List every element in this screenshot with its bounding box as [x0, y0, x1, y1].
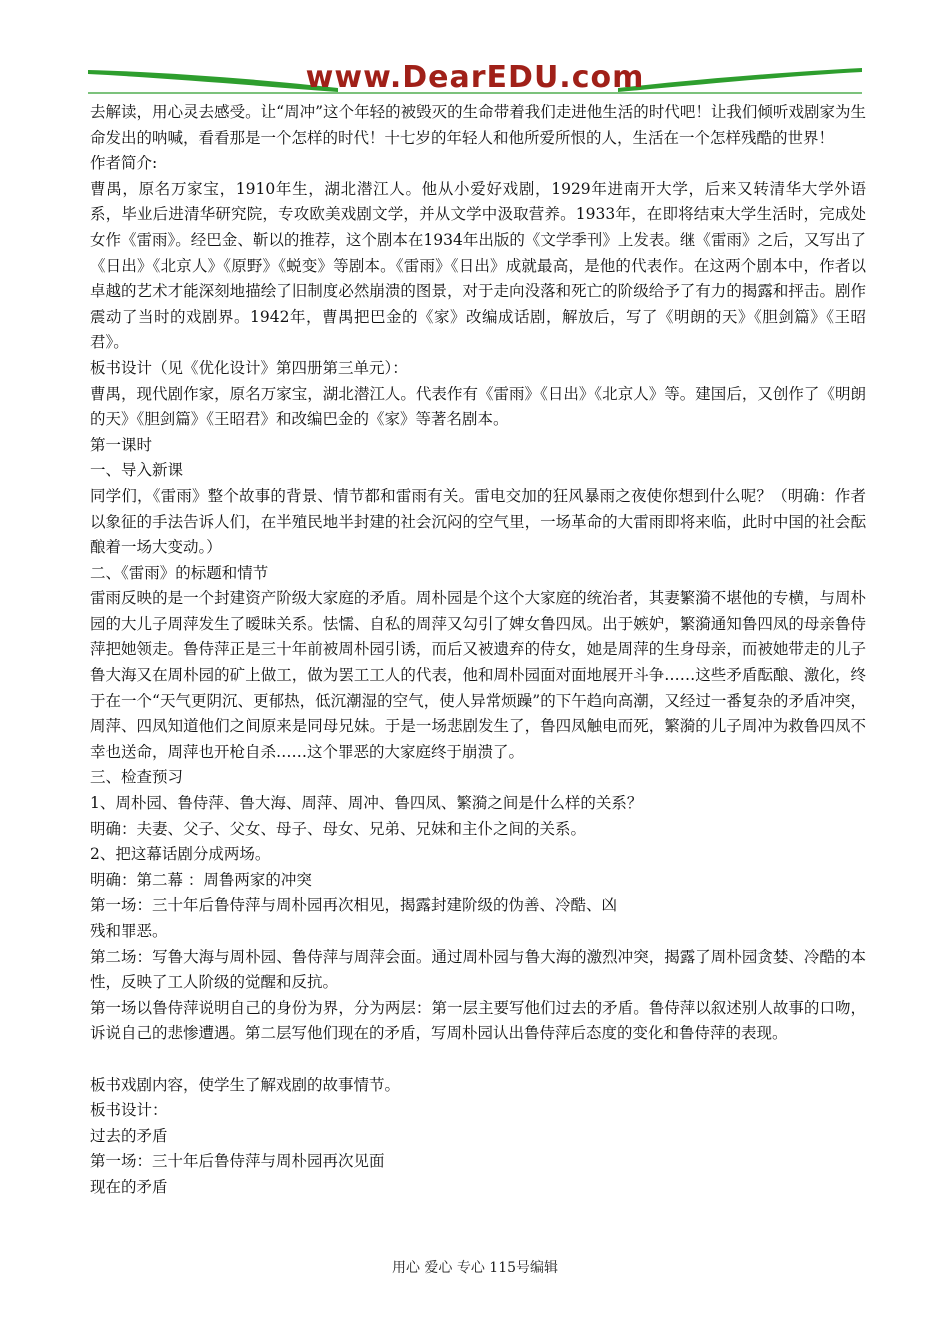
paragraph: 过去的矛盾 — [90, 1126, 168, 1145]
paragraph: 曹禺，现代剧作家，原名万家宝，湖北潜江人。代表作有《雷雨》《日出》《北京人》等。建国后，又创作了《明朗的天》《胆剑篇》《王昭君》和改编巴金的《家》等著名剧本。 — [90, 384, 866, 429]
logo-text[interactable]: www.DearEDU.com — [305, 60, 645, 95]
paragraph: 曹禺，原名万家宝，1910年生，湖北潜江人。他从小爱好戏剧，1929年进南开大学，后来又转清华大学外语系，毕业后进清华研究院，专攻欧美戏剧文学，并从文学中汲取营养。1933年，在即将结束大学生活时，完成处女作《雷雨》。经巴金、靳以的推荐，这个剧本在1934年出版的《文学季刊》上发表。继《雷雨》之后，又写出了《日出》《北京人》《原野》《蜕变》等剧本。《雷雨》《日出》成就最高，是他的代表作。在这两个剧本中，作者以卓越的艺术才能深刻地描绘了旧制度必然崩溃的图景，对于走向没落和死亡的阶级给予了有力的揭露和抨击。剧作震动了当时的戏剧界。1942年，曹禺把巴金的《家》改编成话剧，解放后，写了《明朗的天》《胆剑篇》《王昭君》。 — [90, 179, 866, 352]
paragraph: 同学们，《雷雨》整个故事的背景、情节都和雷雨有关。雷电交加的狂风暴雨之夜使你想到什么呢？（明确：作者以象征的手法告诉人们，在半殖民地半封建的社会沉闷的空气里，一场革命的大雷雨即将来临，此时中国的社会酝酿着一场大变动。） — [90, 486, 866, 557]
document-body — [90, 100, 866, 1201]
paragraph: 第一场：三十年后鲁侍萍与周朴园再次相见，揭露封建阶级的伪善、冷酷、凶 — [90, 896, 618, 915]
blank-line — [90, 1047, 866, 1073]
paragraph: 板书戏剧内容，使学生了解戏剧的故事情节。 — [90, 1075, 401, 1094]
section-heading: 第一课时 — [90, 435, 153, 454]
section-heading: 作者简介: — [90, 154, 158, 173]
paragraph: 1、周朴园、鲁侍萍、鲁大海、周萍、周冲、鲁四凤、繁漪之间是什么样的关系？ — [90, 794, 643, 813]
page-footer: 用心 爱心 专心 115号编辑 — [391, 1260, 559, 1276]
site-banner — [88, 56, 862, 100]
section-heading: 板书设计： — [90, 1101, 168, 1120]
paragraph: 明确：第二幕 ：周鲁两家的冲突 — [90, 870, 312, 889]
paragraph: 2、把这幕话剧分成两场。 — [90, 845, 271, 864]
section-heading: 二、《雷雨》的标题和情节 — [90, 563, 269, 582]
section-heading: 三、检查预习 — [90, 768, 184, 787]
paragraph: 去解读，用心灵去感受。让“周冲”这个年轻的被毁灭的生命带着我们走进他生活的时代吧！让我们倾听戏剧家为生命发出的呐喊，看看那是一个怎样的时代！十七岁的年轻人和他所爱所恨的人，生活在一个怎样残酷的世界！ — [90, 103, 866, 147]
paragraph: 残和罪恶。 — [90, 922, 168, 940]
section-heading: 一、导入新课 — [90, 461, 184, 480]
paragraph: 第一场以鲁侍萍说明自己的身份为界，分为两层：第一层主要写他们过去的矛盾。鲁侍萍以叙述别人故事的口吻，诉说自己的悲惨遭遇。第二层写他们现在的矛盾，写周朴园认出鲁侍萍后态度的变化和鲁侍萍的表现。 — [90, 998, 866, 1043]
paragraph: 现在的矛盾 — [90, 1177, 168, 1196]
paragraph: 第一场：三十年后鲁侍萍与周朴园再次见面 — [90, 1152, 385, 1171]
paragraph: 第二场：写鲁大海与周朴园、鲁侍萍与周萍会面。通过周朴园与鲁大海的激烈冲突，揭露了周朴园贪婪、冷酷的本性，反映了工人阶级的觉醒和反抗。 — [90, 947, 866, 992]
paragraph: 明确：夫妻、父子、父女、母子、母女、兄弟、兄妹和主仆之间的关系。 — [90, 819, 587, 838]
section-heading: 板书设计（见《优化设计》第四册第三单元）： — [90, 358, 408, 377]
paragraph: 雷雨反映的是一个封建资产阶级大家庭的矛盾。周朴园是个这个大家庭的统治者，其妻繁漪不堪他的专横，与周朴园的大儿子周萍发生了暧昧关系。怯懦、自私的周萍又勾引了婢女鲁四凤。出于嫉妒，繁漪通知鲁四凤的母亲鲁侍萍把她领走。鲁侍萍正是三十年前被周朴园引诱，而后又被遗弃的侍女，她是周萍的生身母亲，而被她带走的儿子鲁大海又在周朴园的矿上做工，做为罢工工人的代表，他和周朴园面对面地展开斗争……这些矛盾酝酿、激化，终于在一个“天气更阴沉、更郁热，低沉潮湿的空气，使人异常烦躁”的下午趋向高潮，又经过一番复杂的矛盾冲突，周萍、四凤知道他们之间原来是同母兄妹。于是一场悲剧发生了，鲁四凤触电而死，繁漪的儿子周冲为救鲁四凤不幸也送命，周萍也开枪自杀……这个罪恶的大家庭终于崩溃了。 — [90, 589, 866, 761]
